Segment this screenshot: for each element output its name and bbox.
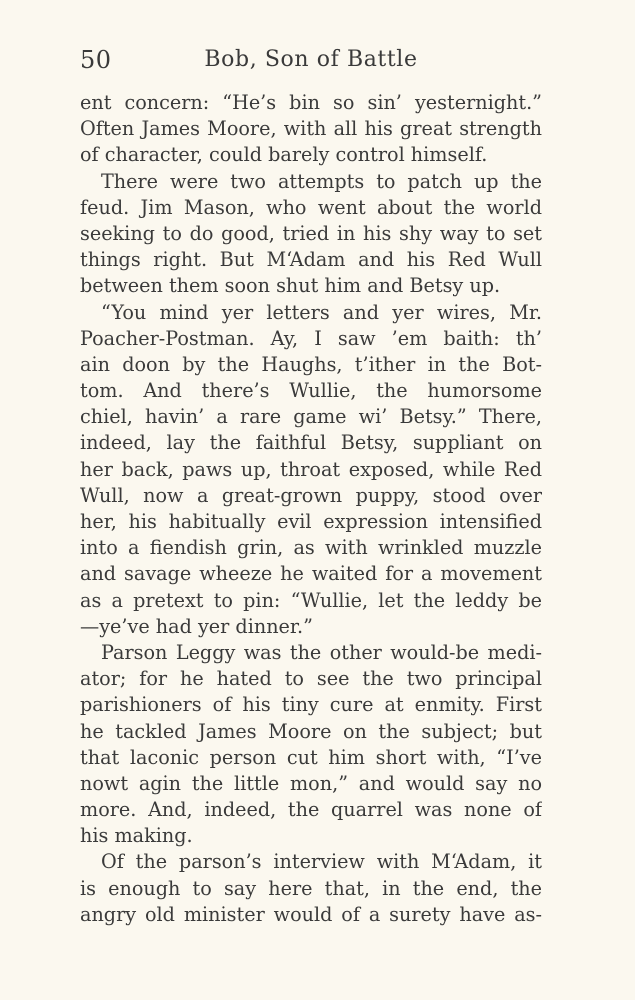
text-line: more. And, indeed, the quarrel was none of: [80, 798, 542, 822]
text-line: his making.: [80, 824, 193, 848]
body-text: [80, 90, 542, 928]
text-line: parishioners of his tiny cure at enmity. First: [80, 693, 542, 717]
text-line: her back, paws up, throat exposed, while Red: [80, 457, 542, 481]
text-line: her, his habitually evil expression intensified: [80, 510, 542, 533]
text-line: tom. And there’s Wullie, the humorsome: [80, 379, 542, 403]
text-line: of character, could barely control himself.: [80, 143, 488, 167]
text-line: Poacher-Postman. Ay, I saw ’em baith: th’: [80, 326, 542, 350]
text-line: “You mind yer letters and yer wires, Mr.: [101, 300, 542, 324]
text-line: Often James Moore, with all his great strength: [80, 117, 542, 141]
running-head: [80, 42, 542, 78]
text-line: —ye’ve had yer dinner.”: [80, 614, 313, 638]
text-line: Wull, now a great-grown puppy, stood over: [80, 483, 542, 507]
text-line: Of the parson’s interview with M‘Adam, it: [101, 850, 542, 874]
page-number: 50: [80, 46, 112, 74]
text-line: he tackled James Moore on the subject; but: [80, 719, 542, 743]
text-line: seeking to do good, tried in his shy way to set: [80, 221, 542, 245]
book-title: Bob, Son of Battle: [204, 47, 418, 72]
text-line: chiel, havin’ a rare game wi’ Betsy.” There,: [80, 405, 542, 429]
text-line: nowt agin the little mon,” and would say no: [80, 771, 542, 795]
text-line: is enough to say here that, in the end, the: [80, 876, 542, 900]
text-line: angry old minister would of a surety have as-: [80, 902, 542, 926]
text-line: ent concern: “He’s bin so sin’ yesternight.”: [80, 91, 542, 114]
text-line: between them soon shut him and Betsy up.: [80, 274, 501, 298]
text-line: indeed, lay the faithful Betsy, suppliant on: [80, 431, 542, 455]
text-line: ator; for he hated to see the two principal: [80, 667, 542, 691]
text-line: feud. Jim Mason, who went about the world: [80, 195, 542, 219]
text-line: as a pretext to pin: “Wullie, let the leddy be: [80, 588, 542, 612]
text-line: into a fiendish grin, as with wrinkled muzzle: [80, 536, 542, 560]
text-line: ain doon by the Haughs, t’ither in the Bot-: [80, 352, 542, 376]
text-line: There were two attempts to patch up the: [101, 169, 542, 193]
text-line: Parson Leggy was the other would-be medi-: [101, 640, 542, 664]
text-line: things right. But M‘Adam and his Red Wull: [80, 248, 542, 272]
text-line: and savage wheeze he waited for a movement: [80, 562, 542, 586]
text-line: that laconic person cut him short with, “I’ve: [80, 745, 542, 769]
